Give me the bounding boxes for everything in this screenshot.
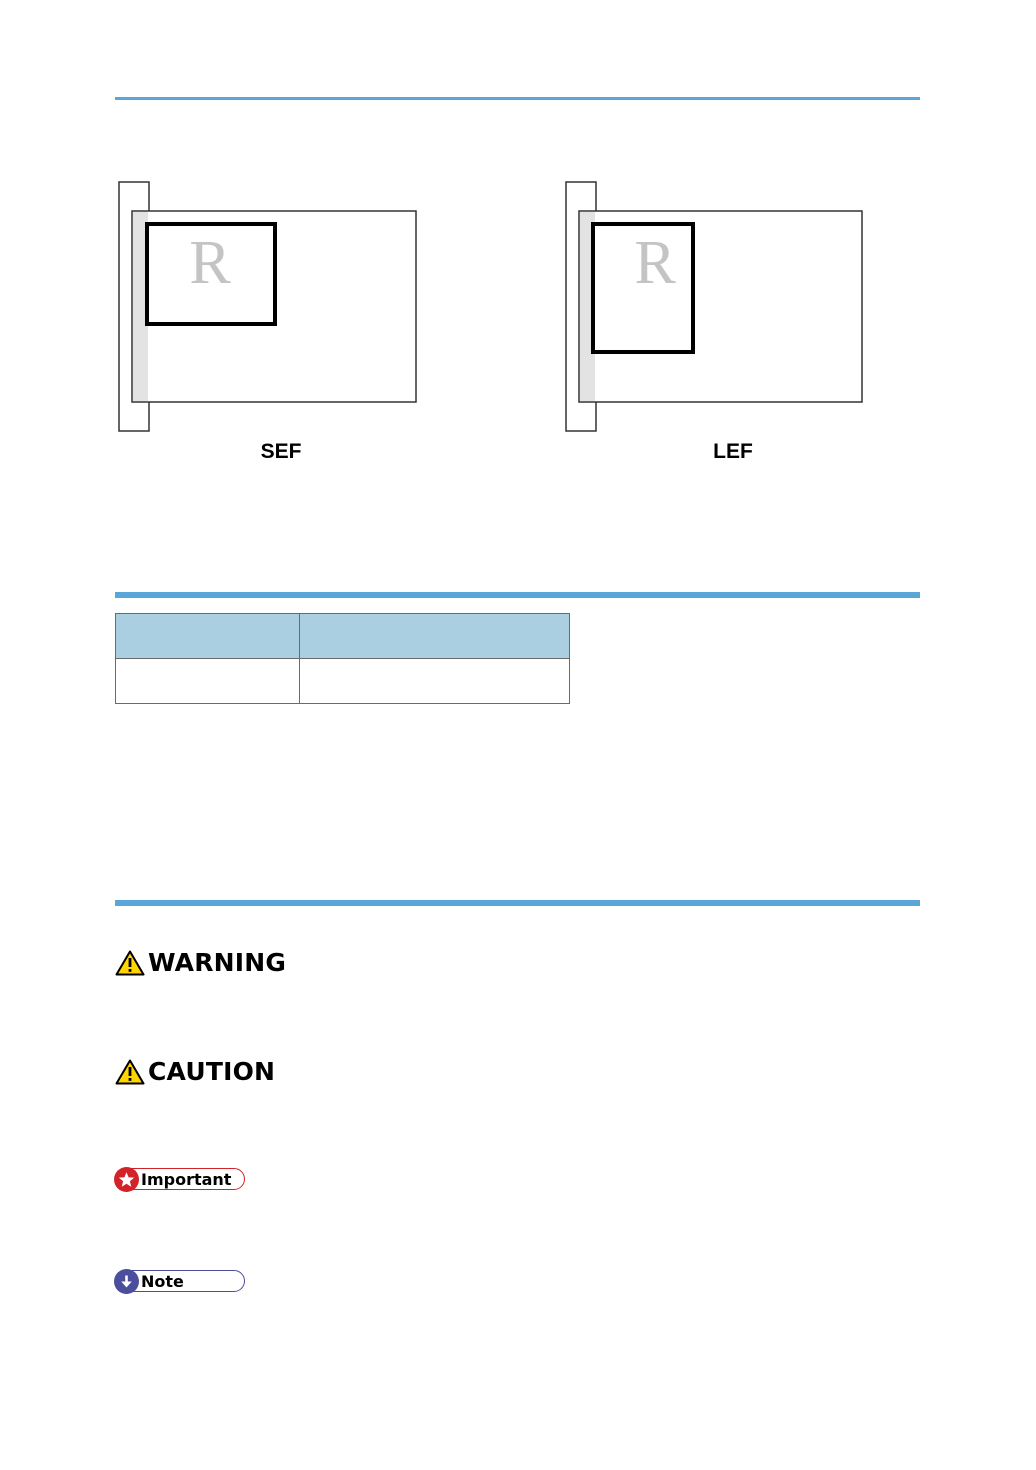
arrow-down-icon <box>114 1269 139 1294</box>
sef-paper-letter: R <box>189 229 231 297</box>
table-header-cell <box>116 614 300 659</box>
section-rule-bottom <box>115 900 920 906</box>
note-badge <box>115 1270 245 1292</box>
lef-tray <box>579 211 862 402</box>
warning-notice <box>115 948 286 977</box>
note-label: Note <box>141 1271 184 1291</box>
caution-icon <box>115 1059 145 1085</box>
sef-tray-illustration <box>110 170 430 440</box>
important-badge <box>115 1168 245 1190</box>
table-row <box>116 659 570 704</box>
caution-notice <box>115 1057 275 1086</box>
diagram-sef <box>110 170 430 470</box>
important-label: Important <box>141 1169 232 1189</box>
table-cell <box>116 659 300 704</box>
lef-paper-letter: R <box>634 229 676 297</box>
table-header-row <box>116 614 570 659</box>
warning-label: WARNING <box>148 948 287 977</box>
section-rule-top <box>115 97 920 100</box>
spec-table <box>115 613 570 704</box>
warning-icon <box>115 950 145 976</box>
table-header-cell <box>300 614 570 659</box>
section-rule-middle <box>115 592 920 598</box>
lef-caption: LEF <box>713 440 753 463</box>
lef-tray-illustration <box>557 170 877 440</box>
diagram-lef <box>557 170 877 470</box>
table-cell <box>300 659 570 704</box>
star-icon <box>114 1167 139 1192</box>
caution-label: CAUTION <box>148 1057 276 1086</box>
sef-caption: SEF <box>260 440 302 463</box>
